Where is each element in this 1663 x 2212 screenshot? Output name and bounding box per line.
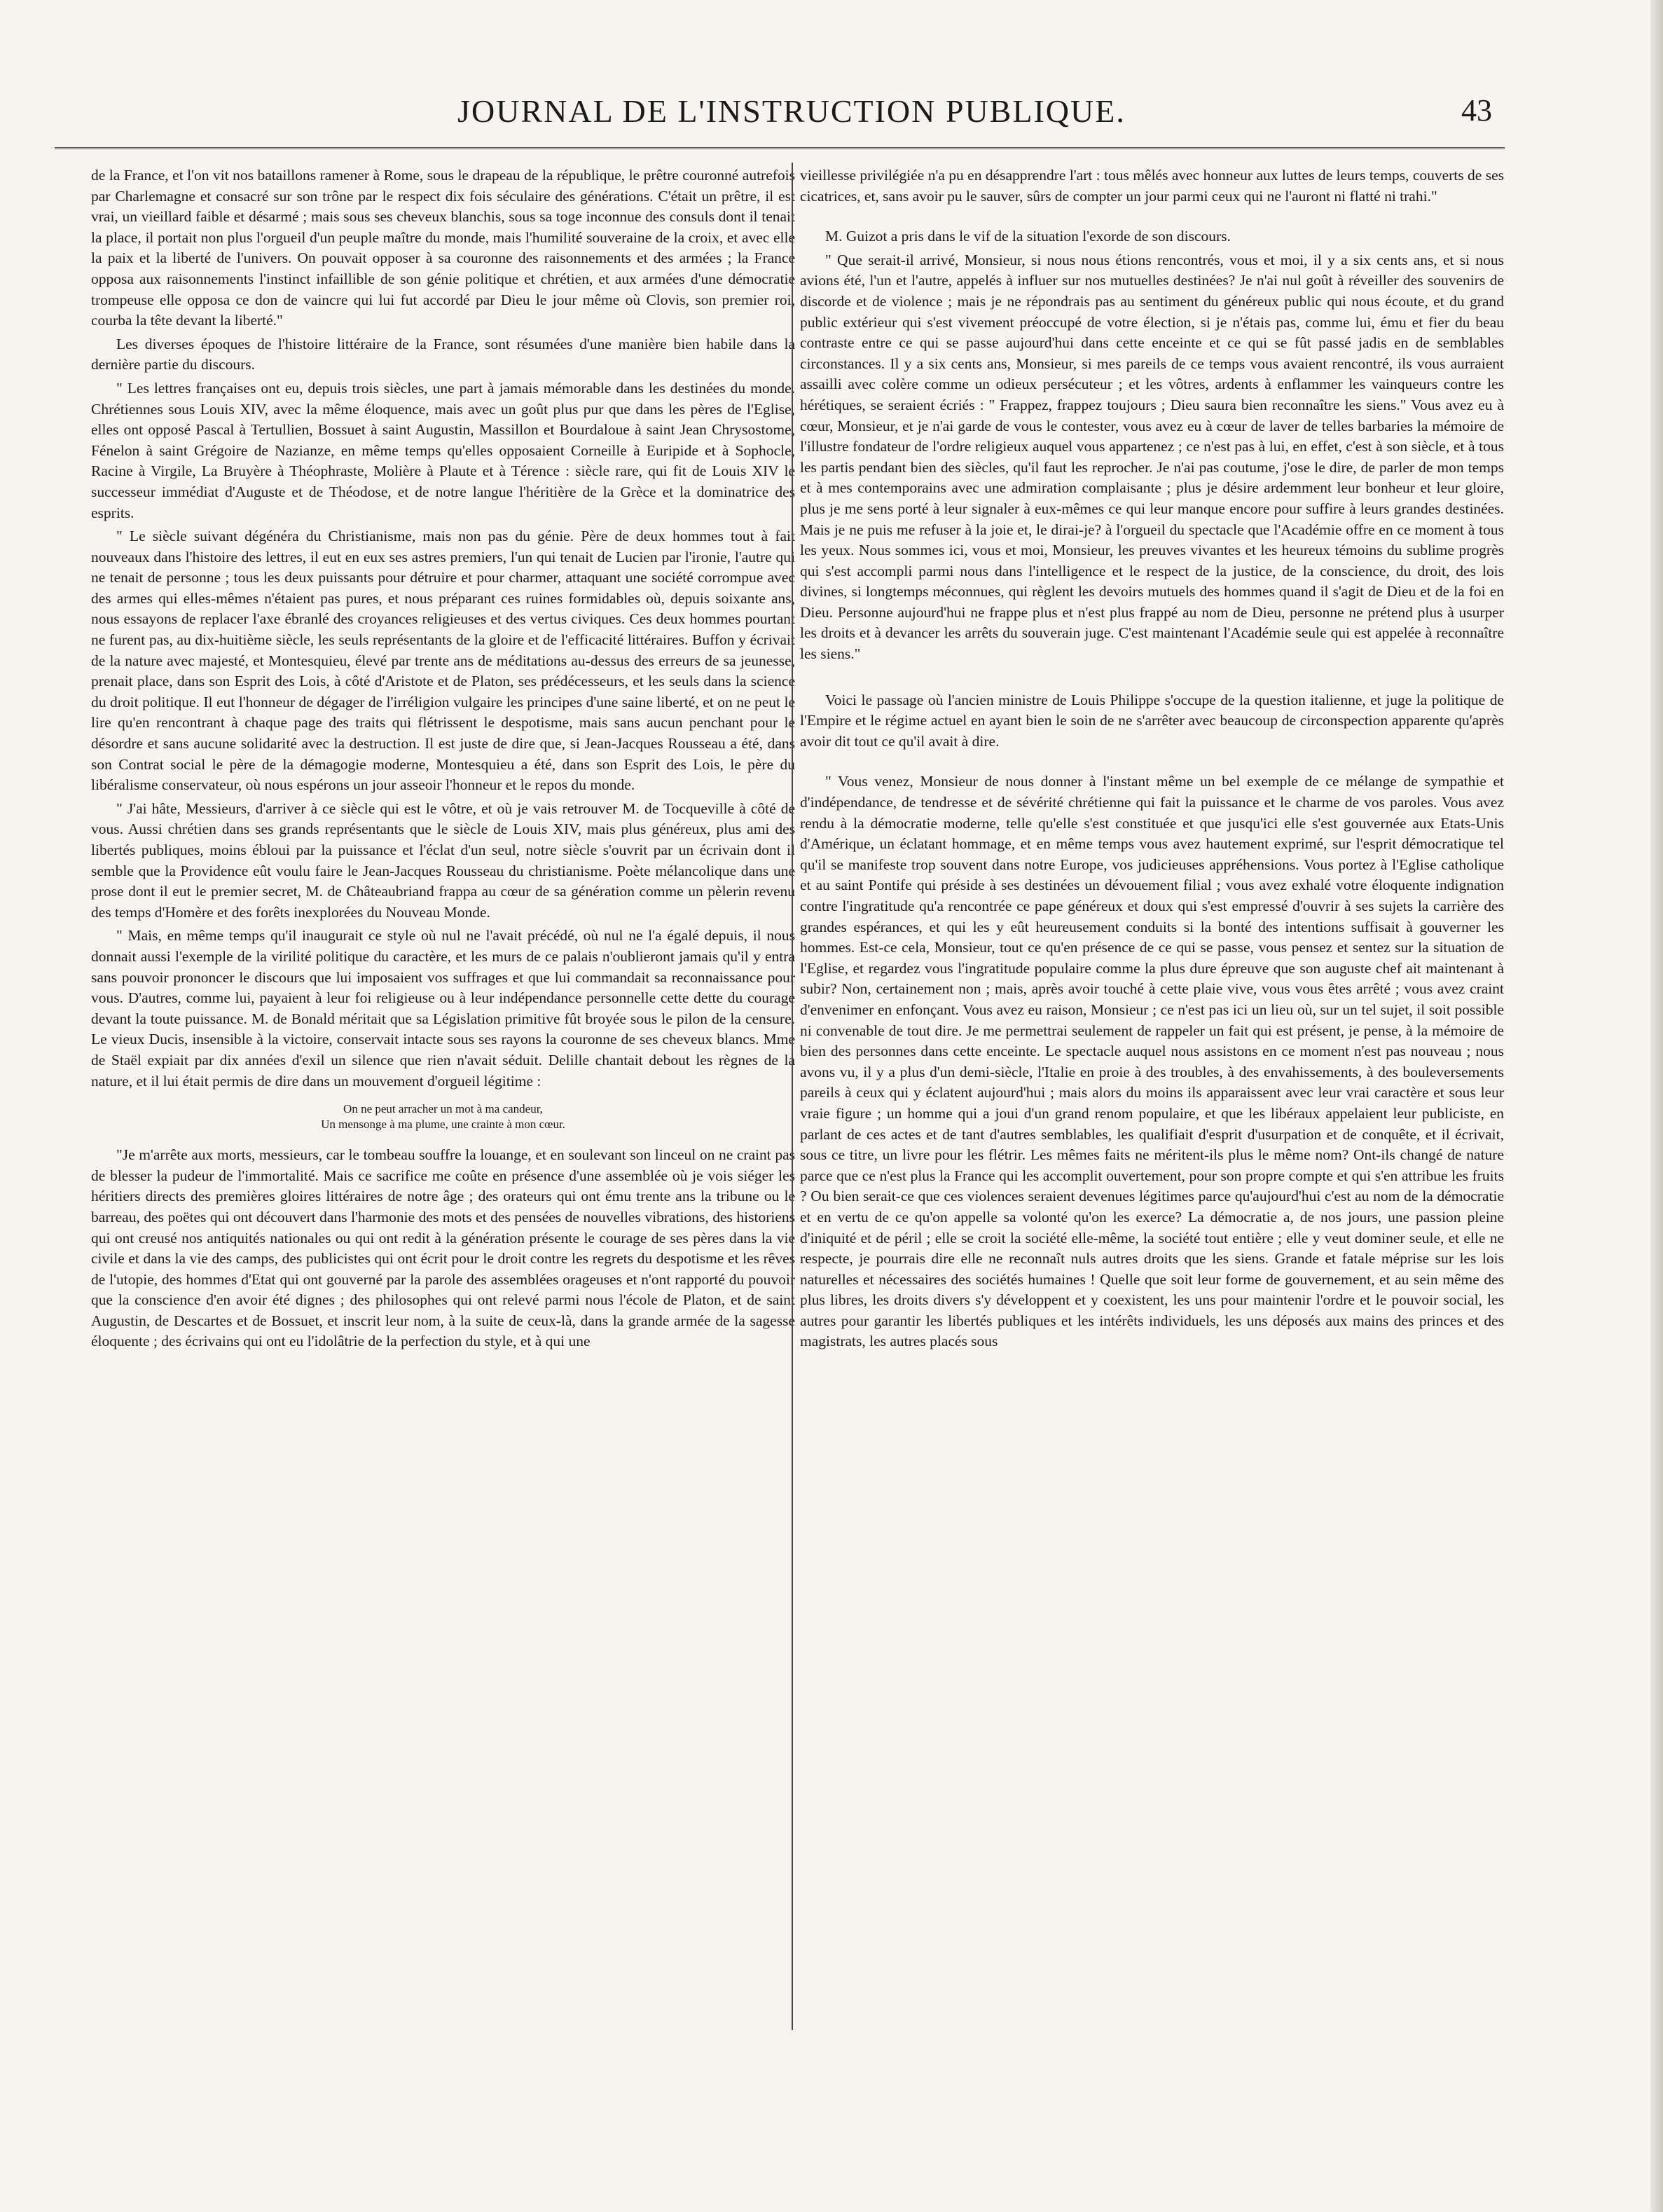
article-paragraph: " Que serait-il arrivé, Monsieur, si nous nous étions rencontrés, vous et moi, il y a six cents ans, et si nous avions été, l'un et l'autre, appelés à influer sur nos mutuelles destinées? Je n'ai nul goût à réveiller des souvenirs de discorde et de violence ; mais je ne répondrais pas au sentiment du généreux public qui nous écoute, et du grand public extérieur qui s'est vivement préoccupé de votre élection, si je n'étais pas, comme lui, ému et fier du beau contraste entre ce qui se passe aujourd'hui dans cette enceinte et ce qui se fût passé jadis en de semblables circonstances. Il y a six cents ans, Monsieur, si mes pareils de ce temps vous avaient rencontré, ils vous aurraient assailli avec colère comme un odieux persécuteur ; et les vôtres, ardents à enflammer les vainqueurs contre les hérétiques, se seraient écriés : " Frappez, frappez toujours ; Dieu saura bien reconnaître les siens." Vous avez eu à cœur, Monsieur, et je n'ai garde de vous le contester, vous avez eu à cœur de laver de telles barbaries la mémoire de l'illustre fondateur de l'ordre religieux auquel vous appartenez ; ce n'est pas à lui, en effet, c'est à son siècle, et à tous les partis pendant bien des siècles, qu'il faut les reprocher. Je n'ai pas coutume, j'ose le dire, de parler de mon temps et à mes contemporains avec une admiration complaisante ; plus je désire ardemment leur bonheur et leur gloire, plus je me sens porté à leur signaler à eux-mêmes ce qui leur manque encore pour suffire à leurs grandes destinées. Mais je ne puis me refuser à la joie et, le dirai-je? à l'orgueil du spectacle que l'Académie offre en ce moment à tous les yeux. Nous sommes ici, vous et moi, Monsieur, les preuves vivantes et les heureux témoins du sublime progrès qui s'est accompli parmi nous dans l'intelligence et le respect de la justice, de la conscience, du droit, des lois divines, si longtemps méconnues, qui règlent les devoirs mutuels des hommes quand il s'agit de Dieu et de la foi en Dieu. Personne aujourd'hui ne frappe plus et n'est plus frappé au nom de Dieu, personne ne prétend plus à usurper les droits et à devancer les arrêts du souverain juge. C'est maintenant l'Académie seule qui est appelée à reconnaître les siens.": [800, 251, 1504, 663]
article-paragraph: Les diverses époques de l'histoire littéraire de la France, sont résumées d'une manière bien habile dans la dernière partie du discours.: [91, 335, 795, 373]
page-number: 43: [1461, 93, 1492, 128]
scan-edge: [1650, 0, 1663, 2212]
article-paragraph: Voici le passage où l'ancien ministre de Louis Philippe s'occupe de la question italienne, et juge la politique de l'Empire et le régime actuel en ayant bien le soin de ne s'arrêter avec beaucoup de circonspection apparente qu'après avoir dit tout ce qu'il avait à dire.: [800, 691, 1504, 750]
article-paragraph: " Mais, en même temps qu'il inaugurait ce style où nul ne l'avait précédé, où nul ne l'a égalé depuis, il nous donnait aussi l'exemple de la virilité politique du caractère, et les murs de ce palais n'oublieront jamais qu'il y entra sans pouvoir prononcer le discours que lui imposaient vos suffrages et que lui commandait sa reconnaissance pour vous. D'autres, comme lui, payaient à leur foi religieuse ou à leur indépendance personnelle cette dette du courage devant la toute puissance. M. de Bonald méritait que sa Législation primitive fût broyée sous le pilon de la censure. Le vieux Ducis, insensible à la victoire, conservait intacte sous ses rayons la couronne de ses cheveux blancs. Mme de Staël expiait par dix années d'exil un silence que rien n'avait séduit. Delille chantait debout les règnes de la nature, et il lui était permis de dire dans un mouvement d'orgueil légitime :: [91, 927, 795, 1090]
verse-line: On ne peut arracher un mot à ma candeur,: [343, 1102, 543, 1116]
article-paragraph: " J'ai hâte, Messieurs, d'arriver à ce siècle qui est le vôtre, et où je vais retrouver M. de Tocqueville à côté de vous. Aussi chrétien dans ses grands représentants que le siècle de Louis XIV, mais plus généreux, plus ami des libertés publiques, moins ébloui par la puissance et l'éclat d'un seul, notre siècle s'ouvrit par un écrivain dont il semble que la Providence eût voulu faire le Jean-Jacques Rousseau du christianisme. Poète mélancolique dans une prose dont il eut le premier secret, M. de Châteaubriand frappa au cœur de sa génération comme un pèlerin revenu des temps d'Homère et des forêts inexplorées du Nouveau Monde.: [91, 799, 795, 921]
article-paragraph: " Le siècle suivant dégénéra du Christianisme, mais non pas du génie. Père de deux hommes tout à fait nouveaux dans l'histoire des lettres, il eut en eux ses astres premiers, l'un qui tenait de Lucien par l'ironie, l'autre qui ne tenait de personne ; tous les deux puissants pour détruire et pour charmer, attaquant une société corrompue avec des armes qui elles-mêmes n'étaient pas pures, et nous préparant ces ruines formidables où, depuis soixante ans, nous essayons de replacer l'axe ébranlé des croyances religieuses et des vertus civiques. Ces deux hommes pourtant ne furent pas, au dix-huitième siècle, les seuls représentants de la gloire et de l'efficacité littéraires. Buffon y écrivait de la nature avec majesté, et Montesquieu, élevé par trente ans de méditations au-dessus des erreurs de sa jeunesse, prenait place, dans son Esprit des Lois, à côté d'Aristote et de Platon, ses prédécesseurs, et les seuls dans la science du droit politique. Il eut l'honneur de dégager de l'irréligion vulgaire les principes d'une saine liberté, et on ne peut le lire qu'en rencontrant à chaque page des traits qui flétrissent le despotisme, mais sans aucun penchant pour le désordre et sans aucune solidarité avec la destruction. Il est juste de dire que, si Jean-Jacques Rousseau a été, dans son Contrat social le père de la démagogie moderne, Montesquieu a été, dans son Esprit des Lois, le père du libéralisme conservateur, où nous espérons un jour asseoir l'honneur et le repos du monde.: [91, 528, 795, 794]
page-header: [91, 92, 1492, 142]
article-paragraph: vieillesse privilégiée n'a pu en désapprendre l'art : tous mêlés avec honneur aux luttes de leurs temps, couverts de ses cicatrices, et, sans avoir pu le sauver, sûrs de compter un jour parmi ceux qui ne l'auront ni flatté ni trahi.": [800, 167, 1504, 205]
column-divider: [792, 163, 793, 2030]
header-rule: [55, 147, 1505, 149]
article-paragraph: " Vous venez, Monsieur de nous donner à l'instant même un bel exemple de ce mélange de sympathie et d'indépendance, de tendresse et de sévérité chrétienne qui fait la puissance et le charme de vos paroles. Vous avez rendu à la démocratie moderne, telle qu'elle s'est constituée et que jusqu'ici elle s'est gouvernée aux Etats-Unis d'Amérique, un éclatant hommage, et en même temps vous avez hautement exprimé, sur l'esprit démocratique tel qu'il se manifeste trop souvent dans notre Europe, vos judicieuses appréhensions. Vous portez à l'Eglise catholique et au saint Pontife qui préside à ses destinées un dévouement filial ; vous avez exhalé votre éloquente indignation contre l'ingratitude qu'a rencontrée ce pape généreux et doux qui s'est empressé d'ouvrir à ses sujets la carrière des grandes espérances, et qui les y eût heureusement conduits si la bonté des intentions suffisait à gouverner les hommes. Est-ce cela, Monsieur, tout ce qu'en présence de ce qui se passe, vous pensez et sentez sur la situation de l'Eglise, et regardez vous l'ingratitude populaire comme la plus dure épreuve que son auguste chef ait maintenant à subir? Non, certainement non ; mais, après avoir touché à cette plaie vive, vous vous êtes arrêté ; vous avez craint d'envenimer en enfonçant. Vous avez eu raison, Monsieur ; ce n'est pas ici un lieu où, sur un tel sujet, il soit possible ni convenable de tout dire. Je me permettrai seulement de rappeler un fait qui est présent, je pense, à la mémoire de bien des personnes dans cette enceinte. Le spectacle auquel nous assistons en ce moment n'est pas nouveau ; nous avons vu, il y a plus d'un demi-siècle, l'Italie en proie à des troubles, à des envahissements, à des bouleversements pareils à ceux qui y éclatent aujourd'hui ; mais alors du moins ils apparaissent avec leur vrai caractère et sous leur vraie figure ; un homme qui a joui d'un grand renom populaire, et que les libéraux appelaient leur publiciste, en parlant de ces actes et de tant d'autres semblables, les qualifiait d'esprit d'usurpation et de conquête, et il écrivait, sous ce titre, un livre pour les flétrir. Les mêmes faits ne méritent-ils plus le même nom? Ont-ils changé de nature parce que ce n'est plus la France qui les accomplit ouvertement, pour son propre compte et qui s'en attribue les fruits ? Ou bien serait-ce que ces violences seraient devenues légitimes parce qu'aujourd'hui c'est au nom de la démocratie et en vertu de ce qu'on appelle sa volonté qu'on les exerce? La démocratie a, de nos jours, une passion pleine d'iniquité et de péril ; elle se croit la société elle-même, la société tout entière ; elle y veut dominer seule, et elle ne respecte, je pourrais dire elle ne reconnaît nuls autres droits que les siens. Grande et fatale méprise sur les lois naturelles et nécessaires des sociétés humaines ! Quelle que soit leur forme de gouvernement, et au sein même des plus libres, les droits divers s'y développent et y coexistent, les uns pour maintenir l'ordre et le pouvoir social, les autres pour garantir les libertés publiques et les intérêts individuels, les uns déposés aux mains des princes et des magistrats, les autres placés sous: [800, 773, 1504, 1350]
article-paragraph: " Les lettres françaises ont eu, depuis trois siècles, une part à jamais mémorable dans les destinées du monde. Chrétiennes sous Louis XIV, avec la même éloquence, mais avec un goût plus pur que dans les pères de l'Eglise, elles ont opposé Pascal à Tertullien, Bossuet à saint Augustin, Massillon et Bourdaloue à saint Jean Chrysostome, Fénelon à saint Grégoire de Nazianze, en même temps qu'elles opposaient Corneille à Euripide et à Sophocle, Racine à Virgile, La Bruyère à Théophraste, Molière à Plaute et à Térence : siècle rare, qui fit de Louis XIV le successeur immédiat d'Auguste et de Théodose, et de notre langue l'héritière de la Grèce et la dominatrice des esprits.: [91, 379, 795, 521]
journal-title: JOURNAL DE L'INSTRUCTION PUBLIQUE.: [457, 93, 1126, 129]
verse-line: Un mensonge à ma plume, une crainte à mon cœur.: [321, 1118, 565, 1132]
article-paragraph: M. Guizot a pris dans le vif de la situation l'exorde de son discours.: [825, 228, 1231, 245]
quoted-verse: [91, 1101, 795, 1132]
left-column: [91, 165, 795, 2190]
article-paragraph: de la France, et l'on vit nos bataillons ramener à Rome, sous le drapeau de la république, le prêtre couronné autrefois par Charlemagne et consacré sur son trône par le respect dix fois séculaire des générations. C'était un prêtre, il est vrai, un vieillard faible et désarmé ; mais sous ses cheveux blanchis, sous sa toge inconnue des consuls dont il tenait la place, il portait non plus l'orgueil d'un peuple maître du monde, mais l'humilité souveraine de la croix, et avec elle la paix et la liberté de l'univers. On pouvait opposer à sa couronne des raisonnements et des armées ; la France opposa aux raisonnements l'instinct infaillible de son génie politique et chrétien, et aux armées d'une démocratie trompeuse elle opposa ce don de vaincre qui lui fut accordé par Dieu le jour même où Clovis, son premier roi, courba la tête devant la liberté.": [91, 167, 795, 329]
article-paragraph: "Je m'arrête aux morts, messieurs, car le tombeau souffre la louange, et en soulevant son linceul on ne craint pas de blesser la pudeur de l'immortalité. Mais ce sacrifice me coûte en présence d'une assemblée où je vois siéger les héritiers directs des premières gloires littéraires de notre âge ; des orateurs qui ont ému trente ans la tribune ou le barreau, des poëtes qui ont découvert dans l'harmonie des mots et des pensées de nouvelles vibrations, des historiens qui ont creusé nos antiquités nationales ou qui ont redit à la génération présente le courage de ses pères dans la vie civile et dans la vie des camps, des publicistes qui ont écrit pour le droit contre les regrets du despotisme et les rêves de l'utopie, des hommes d'Etat qui ont gouverné par la parole des assemblées orageuses et n'ont rapporté du pouvoir que la conscience d'en avoir été dignes ; des philosophes qui ont relevé parmi nous l'école de Platon, et de saint Augustin, de Descartes et de Bossuet, et inscrit leur nom, à la suite de ceux-là, dans la grande armée de la sagesse éloquente ; des écrivains qui ont eu l'idolâtrie de la perfection du style, et à qui une: [91, 1146, 795, 1350]
right-column: [800, 165, 1504, 2190]
